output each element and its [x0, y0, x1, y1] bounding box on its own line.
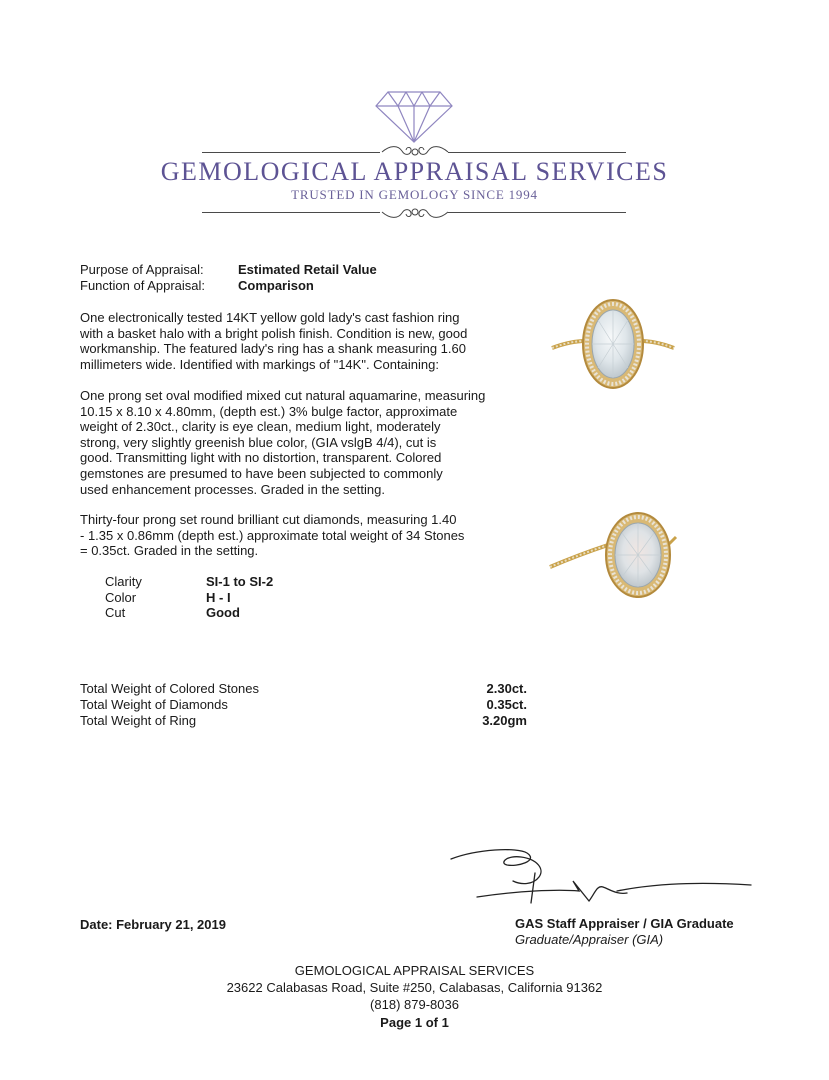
- text-line: One prong set oval modified mixed cut natural aquamarine, measuring: [80, 388, 486, 403]
- diamond-logo-icon: [372, 88, 456, 144]
- text-line: gemstones are presumed to have been subjected to commonly: [80, 465, 443, 481]
- header-rule: [202, 212, 380, 213]
- appraiser-credential: Graduate/Appraiser (GIA): [515, 932, 664, 947]
- grade-value-clarity: SI-1 to SI-2: [206, 574, 274, 589]
- appraiser-title: GAS Staff Appraiser / GIA Graduate: [515, 916, 734, 931]
- total-label-ring: Total Weight of Ring: [80, 713, 197, 728]
- company-tagline: TRUSTED IN GEMOLOGY SINCE 1994: [291, 187, 538, 202]
- text-line: 10.15 x 8.10 x 4.80mm, (depth est.) 3% bulge factor, approximate: [80, 403, 458, 419]
- grade-label-color: Color: [105, 590, 137, 605]
- flourish-ornament-icon: [380, 203, 450, 221]
- text-line: with a basket halo with a bright polish finish. Condition is new, good: [80, 325, 468, 341]
- footer-company: GEMOLOGICAL APPRAISAL SERVICES: [294, 963, 535, 978]
- grade-value-color: H - I: [206, 590, 231, 605]
- ring-photo-front: [548, 288, 678, 418]
- header-rule: [202, 152, 380, 153]
- ring-description: [80, 310, 510, 372]
- appraiser-signature: [447, 845, 757, 915]
- total-value-colored-stones: 2.30ct.: [486, 681, 527, 696]
- total-value-diamonds: 0.35ct.: [486, 697, 527, 712]
- company-name: GEMOLOGICAL APPRAISAL SERVICES: [160, 157, 669, 186]
- total-label-diamonds: Total Weight of Diamonds: [80, 697, 228, 712]
- header-rule: [448, 212, 626, 213]
- text-line: good. Transmitting light with no distortion, transparent. Colored: [80, 450, 442, 466]
- grade-value-cut: Good: [206, 605, 240, 620]
- text-line: Thirty-four prong set round brilliant cut diamonds, measuring 1.40: [80, 512, 457, 527]
- ring-photo-angle: [548, 505, 678, 635]
- text-line: - 1.35 x 0.86mm (depth est.) approximate total weight of 34 Stones: [80, 527, 465, 543]
- function-value: Comparison: [238, 278, 314, 293]
- total-value-ring: 3.20gm: [482, 713, 527, 728]
- grade-label-clarity: Clarity: [105, 574, 142, 589]
- total-label-colored-stones: Total Weight of Colored Stones: [80, 681, 259, 696]
- footer-address: 23622 Calabasas Road, Suite #250, Calabasas, California 91362: [226, 980, 603, 995]
- text-line: millimeters wide. Identified with markings of "14K". Containing:: [80, 356, 439, 372]
- purpose-value: Estimated Retail Value: [238, 262, 377, 277]
- purpose-label: Purpose of Appraisal:: [80, 262, 204, 277]
- function-label: Function of Appraisal:: [80, 278, 206, 293]
- header-rule: [448, 152, 626, 153]
- text-line: used enhancement processes. Graded in the setting.: [80, 481, 385, 497]
- grade-label-cut: Cut: [105, 605, 126, 620]
- footer-phone: (818) 879-8036: [370, 997, 459, 1012]
- diamond-description: [80, 512, 510, 559]
- text-line: weight of 2.30ct., clarity is eye clean, medium light, moderately: [80, 419, 441, 435]
- page-number: Page 1 of 1: [380, 1015, 449, 1030]
- appraisal-date: Date: February 21, 2019: [80, 917, 226, 932]
- text-line: workmanship. The featured lady's ring has a shank measuring 1.60: [80, 341, 466, 357]
- aquamarine-description: [80, 388, 510, 497]
- text-line: = 0.35ct. Graded in the setting.: [80, 543, 259, 559]
- text-line: One electronically tested 14KT yellow gold lady's cast fashion ring: [80, 310, 460, 325]
- text-line: strong, very slightly greenish blue color, (GIA vslgB 4/4), cut is: [80, 434, 437, 450]
